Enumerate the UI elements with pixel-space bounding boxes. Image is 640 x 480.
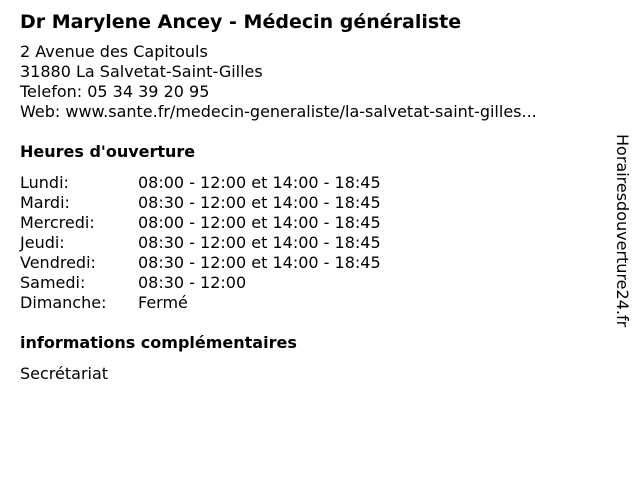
day-hours: 08:30 - 12:00 et 14:00 - 18:45 bbox=[138, 253, 381, 272]
hours-row-jeudi bbox=[20, 233, 600, 253]
address-block bbox=[20, 42, 600, 122]
page-title: Dr Marylene Ancey - Médecin généraliste bbox=[20, 11, 462, 33]
hours-table bbox=[20, 173, 600, 313]
day-hours: 08:30 - 12:00 et 14:00 - 18:45 bbox=[138, 193, 381, 212]
hours-row-samedi bbox=[20, 273, 600, 293]
address-street: 2 Avenue des Capitouls bbox=[20, 42, 208, 61]
info-heading: informations complémentaires bbox=[20, 333, 297, 352]
hours-row-mercredi bbox=[20, 213, 600, 233]
hours-heading: Heures d'ouverture bbox=[20, 142, 196, 161]
day-label: Lundi: bbox=[20, 173, 69, 192]
phone-number: Telefon: 05 34 39 20 95 bbox=[20, 82, 210, 101]
hours-row-lundi bbox=[20, 173, 600, 193]
day-label: Vendredi: bbox=[20, 253, 96, 272]
day-hours: 08:00 - 12:00 et 14:00 - 18:45 bbox=[138, 173, 381, 192]
watermark-text: Horairesdouverture24.fr bbox=[613, 134, 632, 328]
hours-row-dimanche bbox=[20, 293, 600, 313]
day-hours: 08:30 - 12:00 et 14:00 - 18:45 bbox=[138, 233, 381, 252]
day-hours: Fermé bbox=[138, 293, 188, 312]
hours-row-mardi bbox=[20, 193, 600, 213]
watermark bbox=[610, 134, 634, 348]
day-hours: 08:00 - 12:00 et 14:00 - 18:45 bbox=[138, 213, 381, 232]
listing-card bbox=[20, 9, 600, 384]
hours-row-vendredi bbox=[20, 253, 600, 273]
address-city: 31880 La Salvetat-Saint-Gilles bbox=[20, 62, 263, 81]
info-text: Secrétariat bbox=[20, 364, 109, 383]
day-label: Mercredi: bbox=[20, 213, 95, 232]
website-link[interactable]: Web: www.sante.fr/medecin-generaliste/la-salvetat-saint-gilles... bbox=[20, 102, 537, 121]
day-label: Jeudi: bbox=[20, 233, 65, 252]
day-hours: 08:30 - 12:00 bbox=[138, 273, 247, 292]
day-label: Mardi: bbox=[20, 193, 70, 212]
day-label: Dimanche: bbox=[20, 293, 107, 312]
day-label: Samedi: bbox=[20, 273, 86, 292]
